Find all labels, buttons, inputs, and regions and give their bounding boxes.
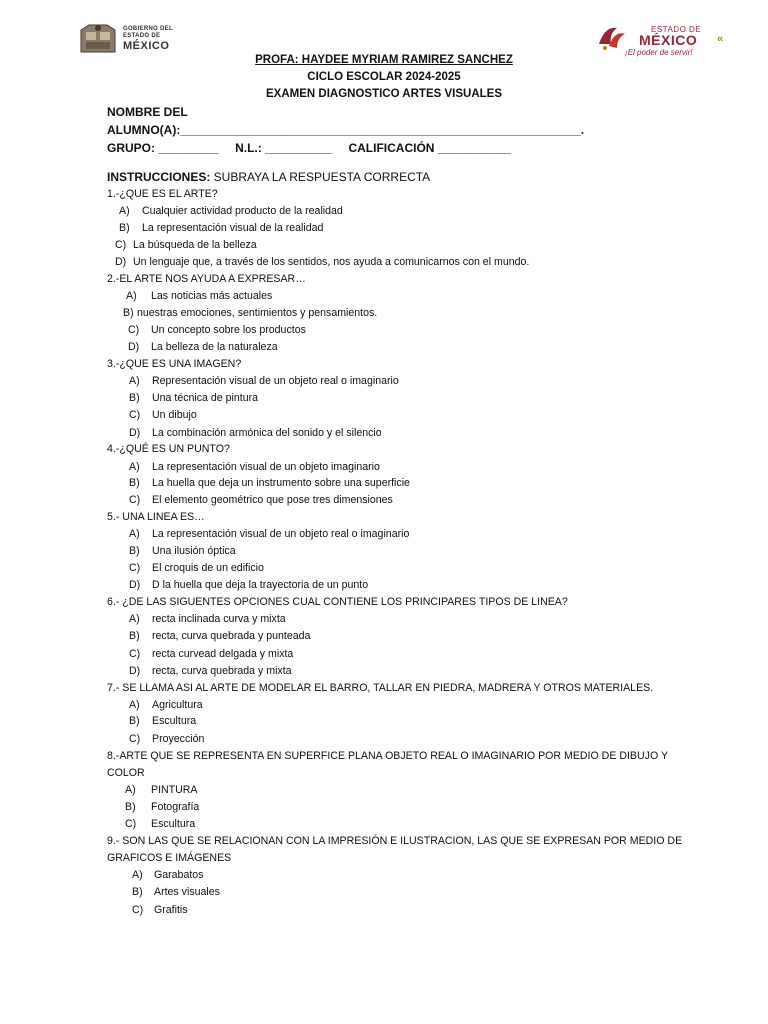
option[interactable]: A) La representación visual de un objeto imaginario bbox=[129, 461, 380, 473]
instructions bbox=[107, 170, 430, 184]
option[interactable]: D) La belleza de la naturaleza bbox=[128, 341, 278, 353]
question-5: 5.- UNA LINEA ES… bbox=[107, 511, 205, 523]
option[interactable]: D) recta, curva quebrada y mixta bbox=[129, 665, 292, 677]
option[interactable]: B) La representación visual de la realidad bbox=[119, 222, 324, 234]
option[interactable]: B) nuestras emociones, sentimientos y pensamientos. bbox=[123, 307, 378, 319]
option[interactable]: A) Cualquier actividad producto de la realidad bbox=[119, 205, 343, 217]
option[interactable]: A) recta inclinada curva y mixta bbox=[129, 613, 286, 625]
option[interactable]: C) Un concepto sobre los productos bbox=[128, 324, 306, 336]
instructions-label: INSTRUCCIONES: bbox=[107, 170, 211, 184]
option[interactable]: B) recta, curva quebrada y punteada bbox=[129, 630, 311, 642]
option[interactable]: A) Las noticias más actuales bbox=[126, 290, 273, 302]
teacher-name: PROFA: HAYDEE MYRIAM RAMIREZ SANCHEZ bbox=[255, 54, 513, 66]
option[interactable]: B) Una ilusión óptica bbox=[129, 545, 236, 557]
option[interactable]: B) Escultura bbox=[129, 715, 197, 727]
student-name-label: NOMBRE DEL bbox=[107, 105, 188, 119]
option[interactable]: B) Artes visuales bbox=[132, 886, 220, 898]
logo-left-line2: ESTADO DE bbox=[123, 33, 161, 39]
instructions-text: SUBRAYA LA RESPUESTA CORRECTA bbox=[210, 170, 431, 184]
option[interactable]: C) La búsqueda de la belleza bbox=[115, 239, 257, 251]
option[interactable]: D) La combinación armónica del sonido y el silencio bbox=[129, 427, 382, 439]
option[interactable]: C) Proyección bbox=[129, 733, 205, 745]
question-4: 4.-¿QUÉ ES UN PUNTO? bbox=[107, 443, 230, 455]
logo-right-line1: ESTADO DE bbox=[651, 25, 702, 34]
option[interactable]: A) La representación visual de un objeto real o imaginario bbox=[129, 528, 410, 540]
question-8: 8.-ARTE QUE SE REPRESENTA EN SUPERFICE PLANA OBJETO REAL O IMAGINARIO POR MEDIO DE DIBUJO Y bbox=[107, 750, 669, 762]
option[interactable]: B) La huella que deja un instrumento sobre una superficie bbox=[129, 477, 410, 489]
option[interactable]: C) El croquis de un edificio bbox=[129, 562, 264, 574]
question-7: 7.- SE LLAMA ASI AL ARTE DE MODELAR EL BARRO, TALLAR EN PIEDRA, MADRERA Y OTROS MATERIALES. bbox=[107, 682, 654, 694]
logo-left-line3: MÉXICO bbox=[123, 40, 170, 52]
logo-left-line1: GOBIERNO DEL bbox=[123, 26, 173, 32]
option[interactable]: B) Fotografía bbox=[125, 801, 200, 813]
option[interactable]: C) Grafitis bbox=[132, 904, 188, 916]
question-2: 2.-EL ARTE NOS AYUDA A EXPRESAR… bbox=[107, 273, 306, 285]
flower-emblem-icon bbox=[595, 22, 627, 52]
question-1: 1.-¿QUE ES EL ARTE? bbox=[107, 188, 218, 200]
option[interactable]: C) Escultura bbox=[125, 818, 196, 830]
school-cycle: CICLO ESCOLAR 2024-2025 bbox=[307, 71, 461, 83]
option[interactable]: C) El elemento geométrico que pose tres dimensiones bbox=[129, 494, 393, 506]
option[interactable]: B) Una técnica de pintura bbox=[129, 392, 259, 404]
estado-de-mexico-logo bbox=[595, 22, 740, 56]
option[interactable]: A) PINTURA bbox=[125, 784, 198, 796]
option[interactable]: D) D la huella que deja la trayectoria de un punto bbox=[129, 579, 369, 591]
option[interactable]: C) recta curvead delgada y mixta bbox=[129, 648, 294, 660]
student-name-field[interactable]: ALUMNO(A):____________________________________________________________. bbox=[107, 123, 585, 137]
option[interactable]: D) Un lenguaje que, a través de los sentidos, nos ayuda a comunicarnos con el mundo. bbox=[115, 256, 530, 268]
option[interactable]: A) Garabatos bbox=[132, 869, 204, 881]
coat-of-arms-icon bbox=[77, 22, 119, 56]
question-6: 6.- ¿DE LAS SIGUENTES OPCIONES CUAL CONTIENE LOS PRINCIPARES TIPOS DE LINEA? bbox=[107, 596, 568, 608]
option[interactable]: C) Un dibujo bbox=[129, 409, 197, 421]
question-9: 9.- SON LAS QUE SE RELACIONAN CON LA IMPRESIÓN E ILUSTRACION, LAS QUE SE EXPRESAN POR MEDIO DE bbox=[107, 835, 683, 847]
exam-title: EXAMEN DIAGNOSTICO ARTES VISUALES bbox=[266, 88, 502, 100]
logo-right-line2: MÉXICO bbox=[639, 32, 698, 48]
question-3: 3.-¿QUE ES UNA IMAGEN? bbox=[107, 358, 242, 370]
question-8-cont: COLOR bbox=[107, 767, 145, 779]
gobierno-edomex-logo bbox=[77, 22, 187, 56]
option[interactable]: A) Agricultura bbox=[129, 699, 203, 711]
question-9-cont: GRAFICOS E IMÁGENES bbox=[107, 852, 232, 864]
chevron-arrows-icon: « bbox=[717, 33, 724, 45]
group-grade-fields[interactable]: GRUPO: _________ N.L.: __________ CALIFICACIÓN ___________ bbox=[107, 141, 512, 155]
option[interactable]: A) Representación visual de un objeto real o imaginario bbox=[129, 375, 399, 387]
logo-right-line3: ¡El poder de servir! bbox=[625, 48, 693, 57]
